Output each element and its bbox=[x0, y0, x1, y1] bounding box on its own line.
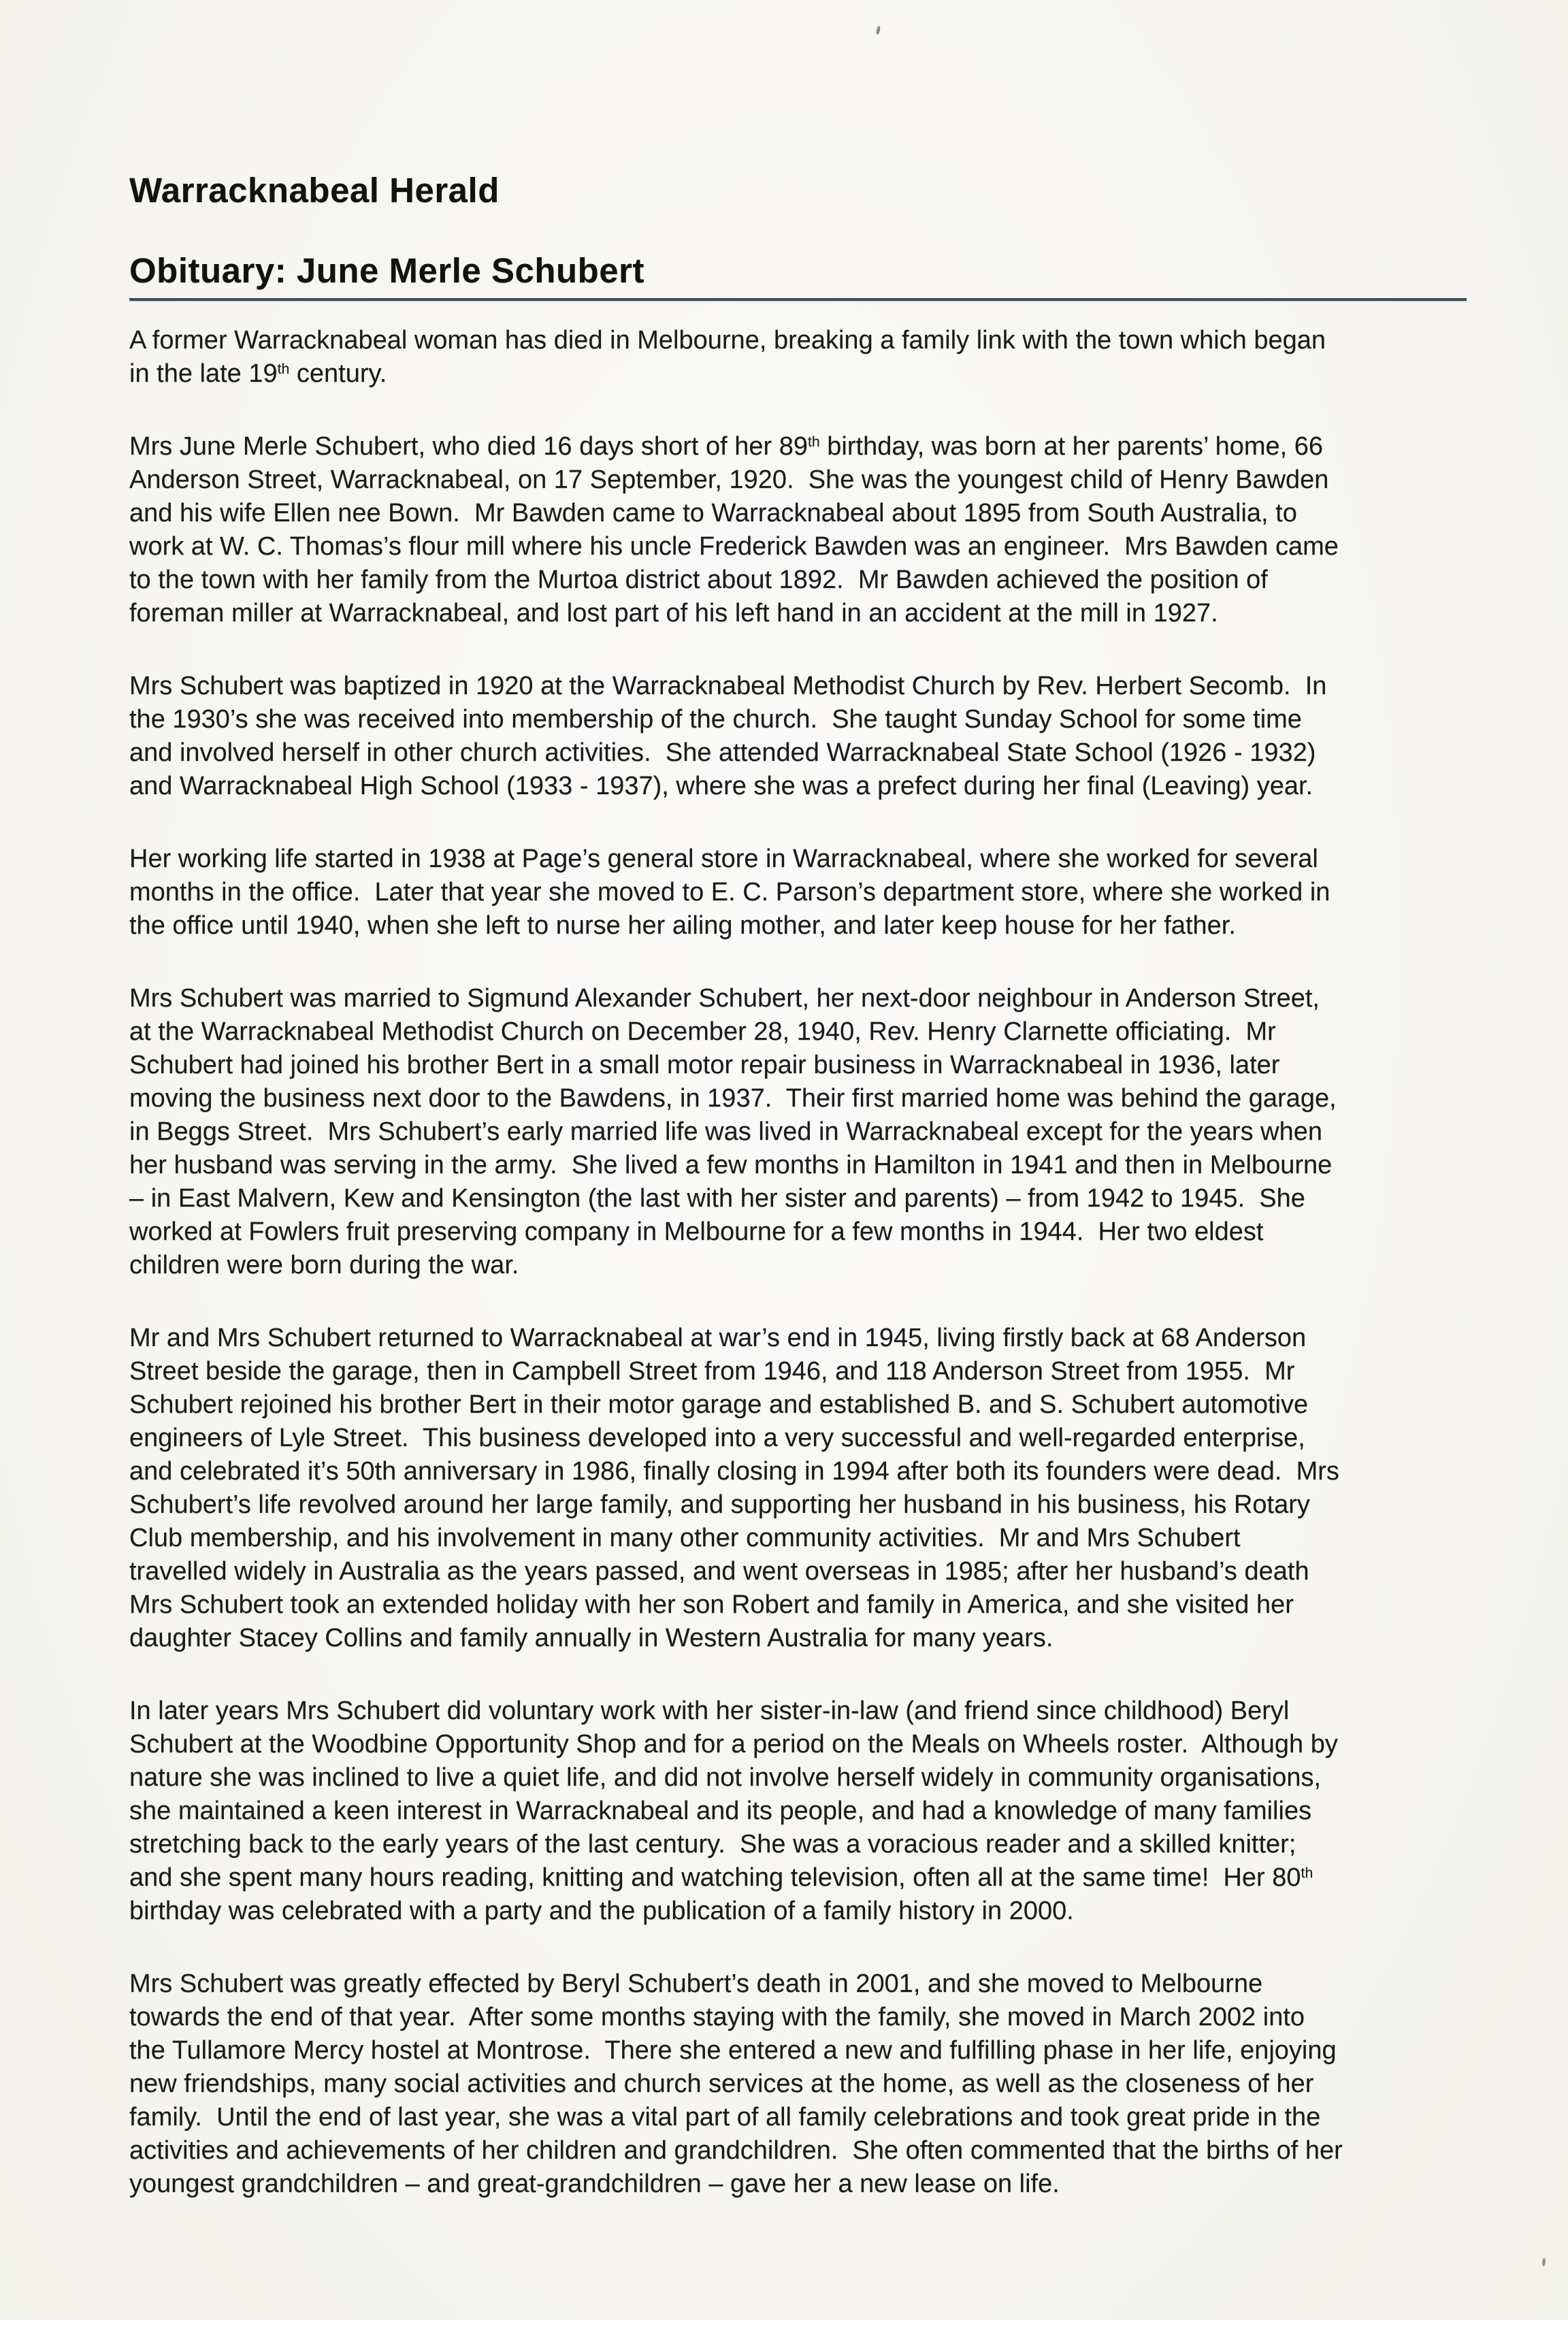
body-line: engineers of Lyle Street. This business developed into a very successful and well-regarded enterprise, bbox=[129, 1424, 1305, 1452]
body-line: Her working life started in 1938 at Page’s general store in Warracknabeal, where she worked for several bbox=[129, 845, 1318, 873]
paragraph bbox=[129, 430, 1467, 630]
paragraph bbox=[129, 1695, 1467, 1928]
headline-rule bbox=[129, 298, 1467, 301]
body-line: family. Until the end of last year, she was a vital part of all family celebrations and took great pride in the bbox=[129, 2103, 1321, 2131]
body-line: children were born during the war. bbox=[129, 1251, 519, 1279]
paragraph bbox=[129, 1967, 1467, 2201]
paragraph bbox=[129, 324, 1467, 391]
body-line: months in the office. Later that year she moved to E. C. Parson’s department store, where she worked in bbox=[129, 878, 1330, 906]
body-line: Anderson Street, Warracknabeal, on 17 September, 1920. She was the youngest child of Henry Bawden bbox=[129, 465, 1329, 494]
body-line: In later years Mrs Schubert did voluntary work with her sister-in-law (and friend since childhood) Beryl bbox=[129, 1697, 1290, 1725]
body-line: new friendships, many social activities and church services at the home, as well as the closeness of her bbox=[129, 2070, 1314, 2098]
paragraph bbox=[129, 843, 1467, 943]
paragraph bbox=[129, 1322, 1467, 1655]
article-body bbox=[129, 324, 1467, 2201]
body-line: and celebrated it’s 50th anniversary in 1986, finally closing in 1994 after both its founders were dead. Mrs bbox=[129, 1457, 1339, 1486]
body-line: Mrs Schubert took an extended holiday with her son Robert and family in America, and she visited her bbox=[129, 1590, 1294, 1619]
body-line: stretching back to the early years of the last century. She was a voracious reader and a skilled knitter; bbox=[129, 1830, 1296, 1859]
body-line: the Tullamore Mercy hostel at Montrose. There she entered a new and fulfilling phase in her life, enjoying bbox=[129, 2036, 1337, 2065]
scan-speck bbox=[876, 26, 881, 35]
scan-speck bbox=[1541, 2258, 1546, 2266]
body-line: birthday was celebrated with a party and the publication of a family history in 2000. bbox=[129, 1897, 1074, 1925]
superscript: th bbox=[1301, 1865, 1313, 1882]
body-line: A former Warracknabeal woman has died in Melbourne, breaking a family link with the town which began bbox=[129, 326, 1326, 355]
body-line: Mrs June Merle Schubert, who died 16 days short of her 89th birthday, was born at her parents’ home, 66 bbox=[129, 432, 1324, 461]
body-line: she maintained a keen interest in Warracknabeal and its people, and had a knowledge of many families bbox=[129, 1797, 1312, 1825]
body-line: Mrs Schubert was greatly effected by Beryl Schubert’s death in 2001, and she moved to Melbourne bbox=[129, 1969, 1263, 1998]
body-line: and Warracknabeal High School (1933 - 1937), where she was a prefect during her final (Leaving) year. bbox=[129, 772, 1313, 800]
body-line: Mr and Mrs Schubert returned to Warracknabeal at war’s end in 1945, living firstly back at 68 Anderson bbox=[129, 1324, 1307, 1352]
body-line: Mrs Schubert was baptized in 1920 at the Warracknabeal Methodist Church by Rev. Herbert Secomb. In bbox=[129, 672, 1327, 700]
body-line: Mrs Schubert was married to Sigmund Alexander Schubert, her next-door neighbour in Anderson Street, bbox=[129, 984, 1320, 1013]
superscript: th bbox=[807, 434, 820, 451]
superscript: th bbox=[277, 361, 290, 378]
body-line: towards the end of that year. After some months staying with the family, she moved in March 2002 into bbox=[129, 2003, 1305, 2031]
body-line: Schubert at the Woodbine Opportunity Shop and for a period on the Meals on Wheels roster. Although by bbox=[129, 1730, 1338, 1759]
body-line: in Beggs Street. Mrs Schubert’s early married life was lived in Warracknabeal except for the years when bbox=[129, 1117, 1322, 1146]
body-line: and involved herself in other church activities. She attended Warracknabeal State School (1926 - 1932) bbox=[129, 738, 1316, 767]
body-line: and she spent many hours reading, knitting and watching television, often all at the same time! Her 80th bbox=[129, 1863, 1313, 1892]
article bbox=[129, 171, 1467, 2201]
body-line: Schubert’s life revolved around her large family, and supporting her husband in his business, his Rotary bbox=[129, 1490, 1310, 1519]
body-line: moving the business next door to the Bawdens, in 1937. Their first married home was behind the garage, bbox=[129, 1084, 1337, 1113]
body-line: nature she was inclined to live a quiet life, and did not involve herself widely in community organisations, bbox=[129, 1763, 1322, 1792]
body-line: foreman miller at Warracknabeal, and lost part of his left hand in an accident at the mill in 1927. bbox=[129, 599, 1218, 627]
body-line: Club membership, and his involvement in many other community activities. Mr and Mrs Schubert bbox=[129, 1524, 1241, 1552]
body-line: youngest grandchildren – and great-grandchildren – gave her a new lease on life. bbox=[129, 2170, 1060, 2198]
body-line: worked at Fowlers fruit preserving company in Melbourne for a few months in 1944. Her two eldest bbox=[129, 1217, 1264, 1246]
body-line: to the town with her family from the Murtoa district about 1892. Mr Bawden achieved the position of bbox=[129, 566, 1268, 594]
body-line: travelled widely in Australia as the years passed, and went overseas in 1985; after her husband’s death bbox=[129, 1557, 1309, 1586]
body-line: Street beside the garage, then in Campbell Street from 1946, and 118 Anderson Street from 1955. Mr bbox=[129, 1357, 1295, 1386]
body-line: – in East Malvern, Kew and Kensington (the last with her sister and parents) – from 1942 to 1945. She bbox=[129, 1184, 1305, 1213]
body-line: work at W. C. Thomas’s flour mill where his uncle Frederick Bawden was an engineer. Mrs Bawden came bbox=[129, 532, 1339, 561]
masthead-title: Warracknabeal Herald bbox=[129, 171, 500, 210]
body-line: the office until 1940, when she left to nurse her ailing mother, and later keep house for her father. bbox=[129, 911, 1236, 940]
body-line: daughter Stacey Collins and family annually in Western Australia for many years. bbox=[129, 1624, 1054, 1652]
body-line: Schubert rejoined his brother Bert in their motor garage and established B. and S. Schubert automotive bbox=[129, 1390, 1309, 1419]
body-line: at the Warracknabeal Methodist Church on December 28, 1940, Rev. Henry Clarnette officiating. Mr bbox=[129, 1017, 1276, 1046]
body-line: activities and achievements of her children and grandchildren. She often commented that the births of her bbox=[129, 2136, 1343, 2165]
body-line: Schubert had joined his brother Bert in a small motor repair business in Warracknabeal in 1936, later bbox=[129, 1051, 1280, 1079]
paragraph bbox=[129, 670, 1467, 803]
obituary-headline: Obituary: June Merle Schubert bbox=[129, 251, 644, 290]
body-line: her husband was serving in the army. She lived a few months in Hamilton in 1941 and then in Melbourne bbox=[129, 1151, 1333, 1179]
body-line: the 1930’s she was received into membership of the church. She taught Sunday School for some time bbox=[129, 705, 1302, 734]
body-line: and his wife Ellen nee Bown. Mr Bawden came to Warracknabeal about 1895 from South Australia, to bbox=[129, 499, 1297, 527]
body-line: in the late 19th century. bbox=[129, 359, 387, 388]
paragraph bbox=[129, 982, 1467, 1282]
